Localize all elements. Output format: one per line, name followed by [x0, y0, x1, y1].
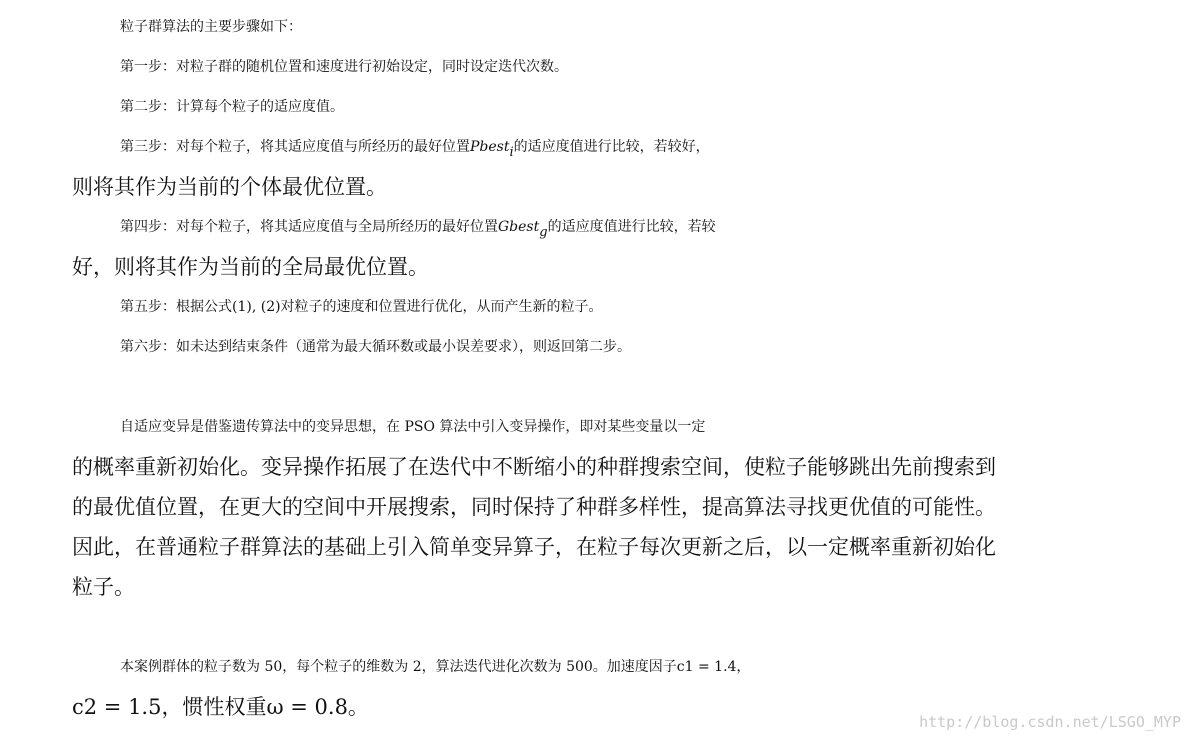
mutation-paragraph-line-3: 的最优值位置，在更大的空间中开展搜索，同时保持了种群多样性，提高算法寻找更优值的可能性。: [72, 495, 996, 519]
watermark-url: http://blog.csdn.net/LSGO_MYP: [919, 713, 1181, 731]
step-3-line-1: [72, 133, 1168, 161]
params-paragraph-line-1: 本案例群体的粒子数为 50，每个粒子的维数为 2，算法迭代进化次数为 500。加速度因子c1 = 1.4，: [120, 659, 751, 675]
step-4-line-2: 好，则将其作为当前的全局最优位置。: [72, 255, 429, 279]
mutation-paragraph-line-4: 因此，在普通粒子群算法的基础上引入简单变异算子，在粒子每次更新之后，以一定概率重新初始化: [72, 535, 996, 559]
pbest-symbol: [470, 139, 514, 160]
step-4-line-1: [72, 213, 1168, 241]
gbest-var: Gbest: [498, 219, 540, 235]
step-3-text-after: 的适应度值进行比较，若较好，: [513, 139, 710, 155]
pbest-var: Pbest: [470, 139, 510, 155]
params-paragraph-line-2: c2 = 1.5，惯性权重ω = 0.8。: [72, 695, 369, 719]
mutation-paragraph-line-1: 自适应变异是借鉴遗传算法中的变异思想，在 PSO 算法中引入变异操作，即对某些变量以一定: [120, 419, 706, 435]
mutation-paragraph-line-2: 的概率重新初始化。变异操作拓展了在迭代中不断缩小的种群搜索空间，使粒子能够跳出先前搜索到: [72, 455, 996, 479]
step-4-text-after: 的适应度值进行比较，若较: [547, 219, 716, 235]
gbest-subscript: g: [539, 225, 548, 240]
step-1: 第一步：对粒子群的随机位置和速度进行初始设定，同时设定迭代次数。: [120, 59, 568, 75]
step-4-text-before: 第四步：对每个粒子，将其适应度值与全局所经历的最好位置: [120, 219, 498, 235]
step-3-line-2: 则将其作为当前的个体最优位置。: [72, 175, 387, 199]
step-6: 第六步：如未达到结束条件（通常为最大循环数或最小误差要求），则返回第二步。: [120, 339, 631, 355]
mutation-paragraph-line-5: 粒子。: [72, 575, 135, 599]
gbest-symbol: [498, 219, 548, 240]
step-2: 第二步：计算每个粒子的适应度值。: [120, 99, 344, 115]
step-5: 第五步：根据公式(1), (2)对粒子的速度和位置进行优化，从而产生新的粒子。: [120, 299, 603, 315]
pbest-subscript: i: [509, 145, 514, 160]
step-3-text-before: 第三步：对每个粒子，将其适应度值与所经历的最好位置: [120, 139, 470, 155]
steps-intro: 粒子群算法的主要步骤如下：: [120, 19, 302, 35]
